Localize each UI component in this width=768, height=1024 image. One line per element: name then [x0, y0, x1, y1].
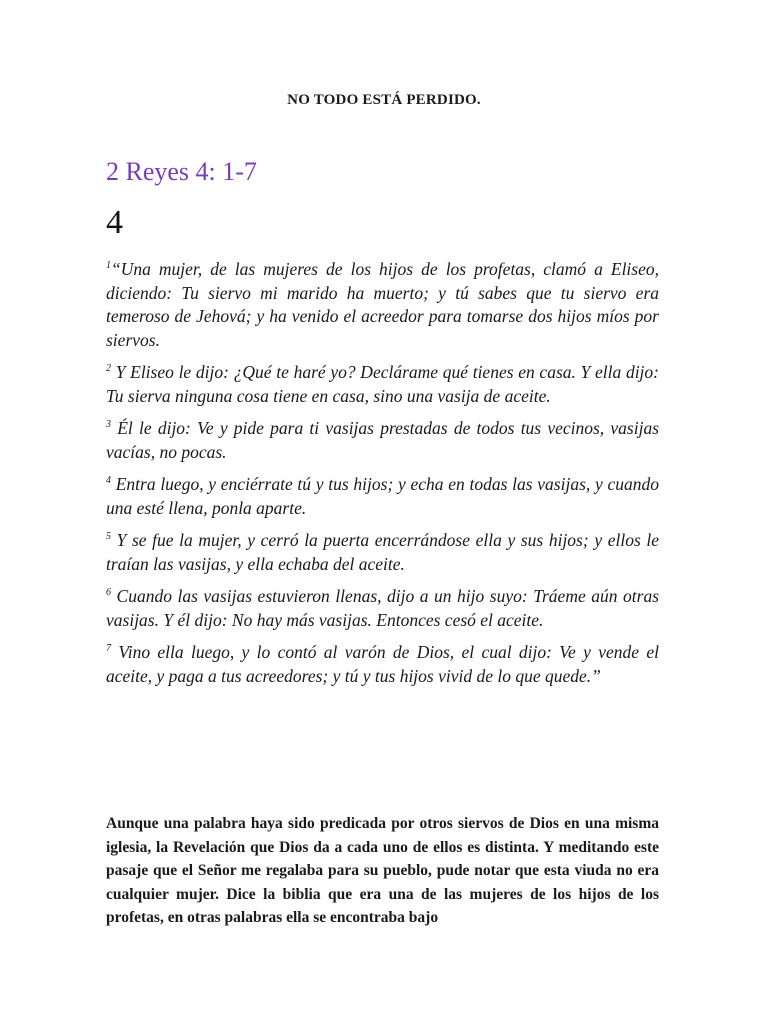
chapter-number: 4 [106, 204, 123, 241]
verse [106, 641, 659, 688]
verse-text: “Una mujer, de las mujeres de los hijos de los profetas, clamó a Eliseo, diciendo: Tu siervo mi marido ha muerto; y tú sabes que tu siervo era temeroso de Jehová; y ha venido el acreedor para tomarse dos hijos míos por siervos. [106, 259, 659, 350]
verse [106, 585, 659, 632]
verse-number: 7 [106, 643, 111, 655]
verse-number: 6 [106, 587, 111, 599]
verse-text: Él le dijo: Ve y pide para ti vasijas prestadas de todos tus vecinos, vasijas vacías, no pocas. [106, 418, 660, 462]
verse-text: Vino ella luego, y lo contó al varón de Dios, el cual dijo: Ve y vende el aceite, y paga a tus acreedores; y tú y tus hijos vivid de lo que quede.” [106, 642, 659, 686]
verse [106, 361, 659, 408]
verse-number: 5 [106, 531, 111, 543]
verse-text: Y Eliseo le dijo: ¿Qué te haré yo? Declárame qué tienes en casa. Y ella dijo: Tu sierva ninguna cosa tiene en casa, sino una vasija de aceite. [106, 362, 660, 406]
verse-text: Y se fue la mujer, y cerró la puerta encerrándose ella y sus hijos; y ellos le traían las vasijas, y ella echaba del aceite. [106, 530, 660, 574]
verse-number: 1 [106, 260, 111, 272]
verse-list [106, 258, 659, 697]
verse [106, 258, 659, 352]
verse [106, 529, 659, 576]
scripture-reference: 2 Reyes 4: 1-7 [106, 157, 257, 186]
verse-number: 2 [106, 363, 111, 375]
commentary-paragraph: Aunque una palabra haya sido predicada por otros siervos de Dios en una misma iglesia, la Revelación que Dios da a cada uno de ellos es distinta. Y meditando este pasaje que el Señor me regalaba para su pueblo, pude notar que esta viuda no era cualquier mujer. Dice la biblia que era una de las mujeres de los hijos de los profetas, en otras palabras ella se encontraba bajo [106, 815, 659, 926]
verse-text: Entra luego, y enciérrate tú y tus hijos; y echa en todas las vasijas, y cuando una esté llena, ponla aparte. [106, 474, 660, 518]
verse-number: 4 [106, 475, 111, 487]
verse [106, 417, 659, 464]
document-title: NO TODO ESTÁ PERDIDO. [287, 92, 481, 108]
verse-text: Cuando las vasijas estuvieron llenas, dijo a un hijo suyo: Tráeme aún otras vasijas. Y él dijo: No hay más vasijas. Entonces cesó el aceite. [106, 586, 660, 630]
verse [106, 473, 659, 520]
verse-number: 3 [106, 419, 111, 431]
